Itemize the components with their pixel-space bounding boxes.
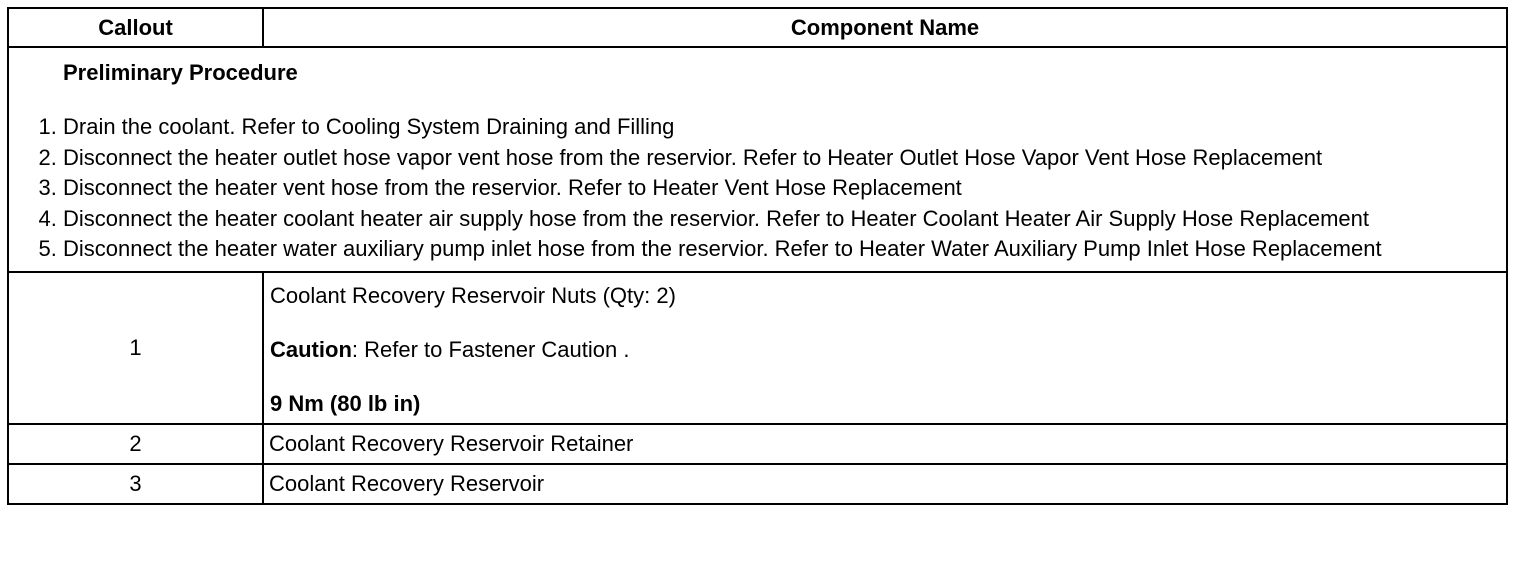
step-item (63, 234, 1500, 265)
step-text: Disconnect the heater vent hose from the reservior. Refer to Heater Vent Hose Replacement (63, 175, 962, 200)
step-item (63, 173, 1500, 204)
torque-spec: 9 Nm (80 lb in) (270, 390, 421, 416)
component-cell (263, 272, 1507, 424)
step-text: Disconnect the heater water auxiliary pump inlet hose from the reservior. Refer to Heater Water Auxiliary Pump Inlet Hose Replacement (63, 236, 1382, 261)
caution-text: : Refer to Fastener Caution . (351, 336, 630, 362)
preliminary-procedure-title: Preliminary Procedure (63, 60, 298, 85)
component-name-header: Component Name (263, 8, 1507, 47)
preliminary-procedure-row (8, 47, 1507, 272)
preliminary-procedure-cell (8, 47, 1507, 272)
callout-cell: 3 (8, 464, 263, 504)
component-name: Coolant Recovery Reservoir Retainer (263, 424, 1507, 464)
procedure-document (7, 7, 1506, 505)
table-row (8, 464, 1507, 504)
component-name: Coolant Recovery Reservoir (263, 464, 1507, 504)
step-text: Drain the coolant. Refer to Cooling System Draining and Filling (63, 114, 675, 139)
step-item (63, 143, 1500, 174)
callout-header: Callout (8, 8, 263, 47)
table-row (8, 272, 1507, 424)
step-text: Disconnect the heater coolant heater air supply hose from the reservior. Refer to Heater Coolant Heater Air Supply Hose Replacement (63, 205, 1370, 231)
callout-cell: 2 (8, 424, 263, 464)
table-row (8, 424, 1507, 464)
step-item (63, 112, 1500, 143)
step-item (63, 204, 1500, 235)
caution-label: Caution (270, 336, 352, 362)
header-row (8, 8, 1507, 47)
procedure-table (7, 7, 1508, 505)
step-text: Disconnect the heater outlet hose vapor vent hose from the reservior. Refer to Heater Outlet Hose Vapor Vent Hose Replacement (63, 144, 1323, 170)
preliminary-steps-list (9, 112, 1500, 265)
caution-note (270, 337, 1501, 363)
component-name: Coolant Recovery Reservoir Nuts (Qty: 2) (270, 282, 676, 308)
callout-cell: 1 (8, 272, 263, 424)
